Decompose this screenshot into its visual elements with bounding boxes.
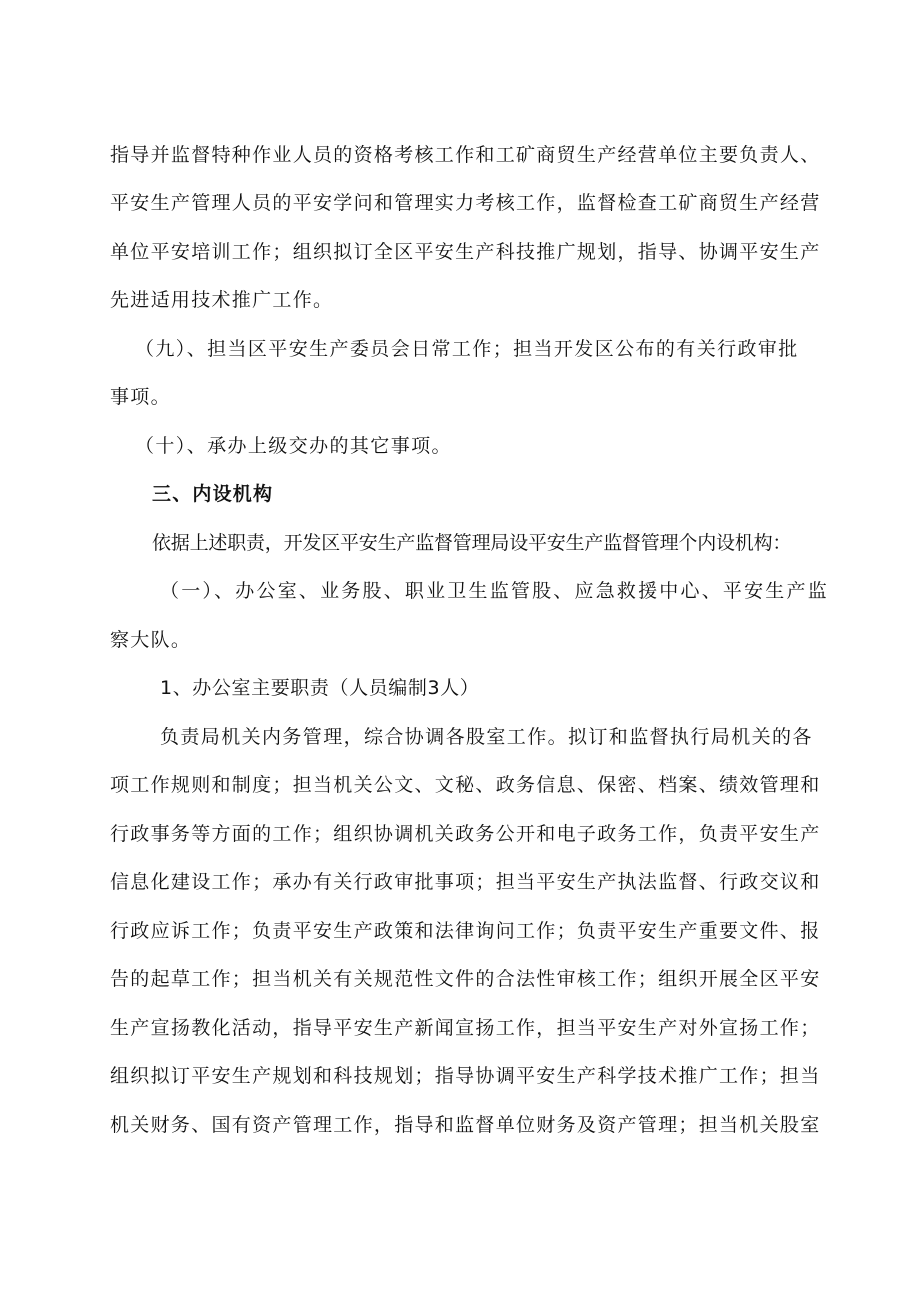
list-item-ten: （十）、承办上级交办的其它事项。: [135, 435, 452, 457]
text-line: 先进适用技术推广工作。: [110, 289, 334, 311]
text-line: 负责局机关内务管理，综合协调各股室工作。拟订和监督执行局机关的各: [160, 726, 813, 748]
text-line: 项工作规则和制度；担当机关公文、文秘、政务信息、保密、档案、绩效管理和: [110, 774, 821, 796]
text-line: 平安生产管理人员的平安学问和管理实力考核工作，监督检查工矿商贸生产经营: [110, 192, 821, 214]
text-line: 机关财务、国有资产管理工作，指导和监督单位财务及资产管理；担当机关股室: [110, 1114, 821, 1136]
text-line: 告的起草工作；担当机关有关规范性文件的合法性审核工作；组织开展全区平安: [110, 968, 821, 990]
list-item-nine: （九）、担当区平安生产委员会日常工作；担当开发区公布的有关行政审批: [135, 338, 799, 360]
text-line: 指导并监督特种作业人员的资格考核工作和工矿商贸生产经营单位主要负责人、: [110, 144, 821, 166]
text-line: 行政事务等方面的工作；组织协调机关政务公开和电子政务工作，负责平安生产: [110, 823, 821, 845]
text-line: 察大队。: [110, 629, 192, 651]
text-line: 事项。: [110, 386, 171, 408]
text-line: 依据上述职责，开发区平安生产监督管理局设平安生产监督管理个内设机构：: [152, 532, 792, 554]
text-line: 单位平安培训工作；组织拟订全区平安生产科技推广规划，指导、协调平安生产: [110, 241, 821, 263]
list-item-one: （一）、办公室、业务股、职业卫生监管股、应急救援中心、平安生产监: [160, 580, 829, 602]
text-line: 生产宣扬教化活动，指导平安生产新闻宣扬工作，担当平安生产对外宣扬工作；: [110, 1017, 821, 1039]
subsection-title: 1、办公室主要职责（人员编制3人）: [160, 677, 480, 699]
text-line: 信息化建设工作；承办有关行政审批事项；担当平安生产执法监督、行政交议和: [110, 871, 821, 893]
section-heading: 三、内设机构: [152, 483, 274, 505]
text-line: 组织拟订平安生产规划和科技规划；指导协调平安生产科学技术推广工作；担当: [110, 1065, 821, 1087]
text-line: 行政应诉工作；负责平安生产政策和法律询问工作；负责平安生产重要文件、报: [110, 920, 821, 942]
